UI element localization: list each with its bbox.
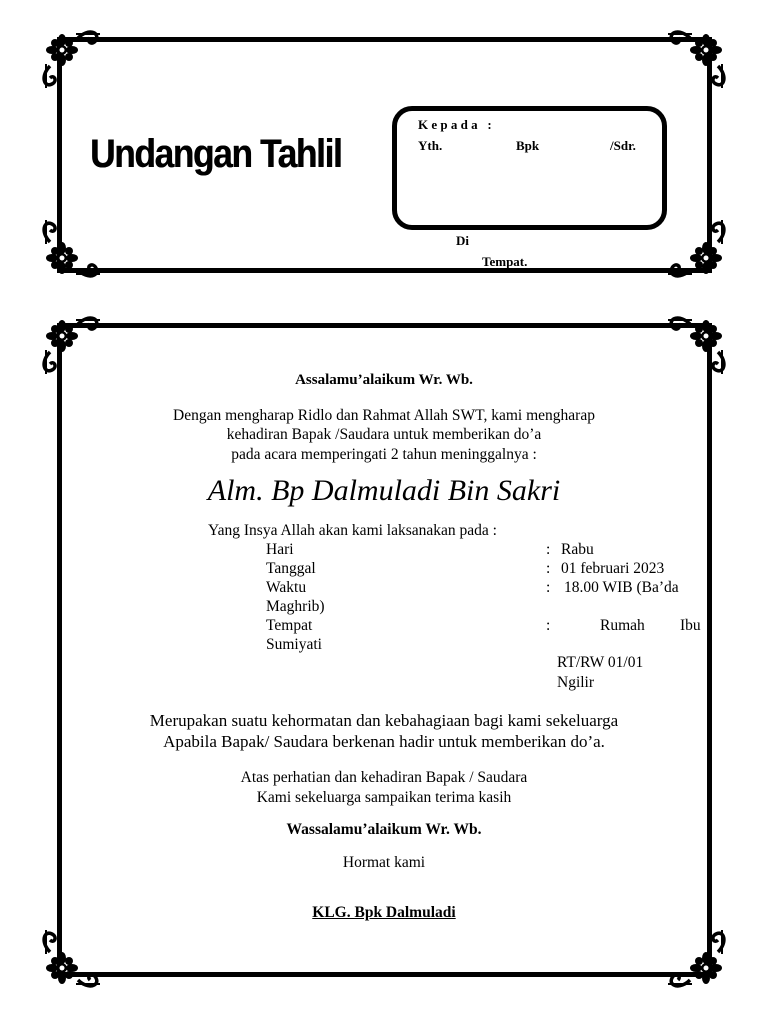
bottom-right-ornament-icon: [668, 220, 728, 280]
tempat-label: Tempat.: [482, 254, 528, 269]
tempat-colon: :: [546, 617, 551, 634]
tanggal-label: Tanggal: [266, 560, 316, 577]
top-left-ornament-icon: [40, 28, 100, 88]
top-right-ornament-icon: [668, 28, 728, 88]
hari-label: Hari: [266, 541, 294, 558]
tempat-schedule-label: Tempat: [266, 617, 313, 634]
letter-top-right-ornament-icon: [668, 314, 728, 374]
closing-greeting: Wassalamu’alaikum Wr. Wb.: [286, 821, 482, 838]
intro-line-2: kehadiran Bapak /Saudara untuk memberikan do’a: [226, 426, 542, 443]
waktu-colon: :: [546, 579, 551, 596]
tempat-value-ibu: Ibu: [680, 617, 701, 634]
di-label: Di: [456, 233, 469, 248]
intro-line-3: pada acara memperingati 2 tahun meninggalnya :: [231, 446, 537, 463]
signature: KLG. Bpk Dalmuladi: [312, 904, 456, 921]
greeting: Assalamu’alaikum Wr. Wb.: [295, 372, 473, 388]
waktu-continued: Maghrib): [266, 598, 325, 615]
waktu-value: 18.00 WIB (Ba’da: [564, 579, 679, 596]
tanggal-value: 01 februari 2023: [561, 560, 665, 577]
sdr-label: /Sdr.: [610, 138, 636, 153]
deceased-name: Alm. Bp Dalmuladi Bin Sakri: [207, 474, 561, 507]
hari-colon: :: [546, 541, 551, 558]
letter-bottom-left-ornament-icon: [40, 930, 100, 990]
bottom-left-ornament-icon: [40, 220, 100, 280]
respect-text: Hormat kami: [342, 854, 426, 871]
village-value: Ngilir: [557, 674, 595, 691]
tempat-value-rumah: Rumah: [600, 617, 645, 634]
intro-line-1: Dengan mengharap Ridlo dan Rahmat Allah SWT, kami mengharap: [173, 407, 595, 424]
invitation-title: Undangan Tahlil: [90, 132, 342, 176]
honor-line-2: Apabila Bapak/ Saudara berkenan hadir untuk memberikan do’a.: [163, 732, 605, 751]
waktu-label: Waktu: [266, 579, 307, 596]
schedule-intro: Yang Insya Allah akan kami laksanakan pada :: [208, 522, 497, 539]
hari-value: Rabu: [561, 541, 594, 558]
thanks-line-1: Atas perhatian dan kehadiran Bapak / Saudara: [240, 769, 528, 786]
rtrw-value: RT/RW 01/01: [557, 654, 644, 671]
letter-bottom-right-ornament-icon: [668, 930, 728, 990]
kepada-label: K e p a d a :: [418, 117, 492, 132]
letter-top-left-ornament-icon: [40, 314, 100, 374]
honor-line-1: Merupakan suatu kehormatan dan kebahagiaan bagi kami sekeluarga: [149, 711, 619, 730]
thanks-line-2: Kami sekeluarga sampaikan terima kasih: [256, 789, 512, 806]
tanggal-colon: :: [546, 560, 551, 577]
bpk-label: Bpk: [516, 138, 540, 153]
yth-label: Yth.: [418, 138, 443, 153]
tempat-continued: Sumiyati: [266, 636, 322, 653]
